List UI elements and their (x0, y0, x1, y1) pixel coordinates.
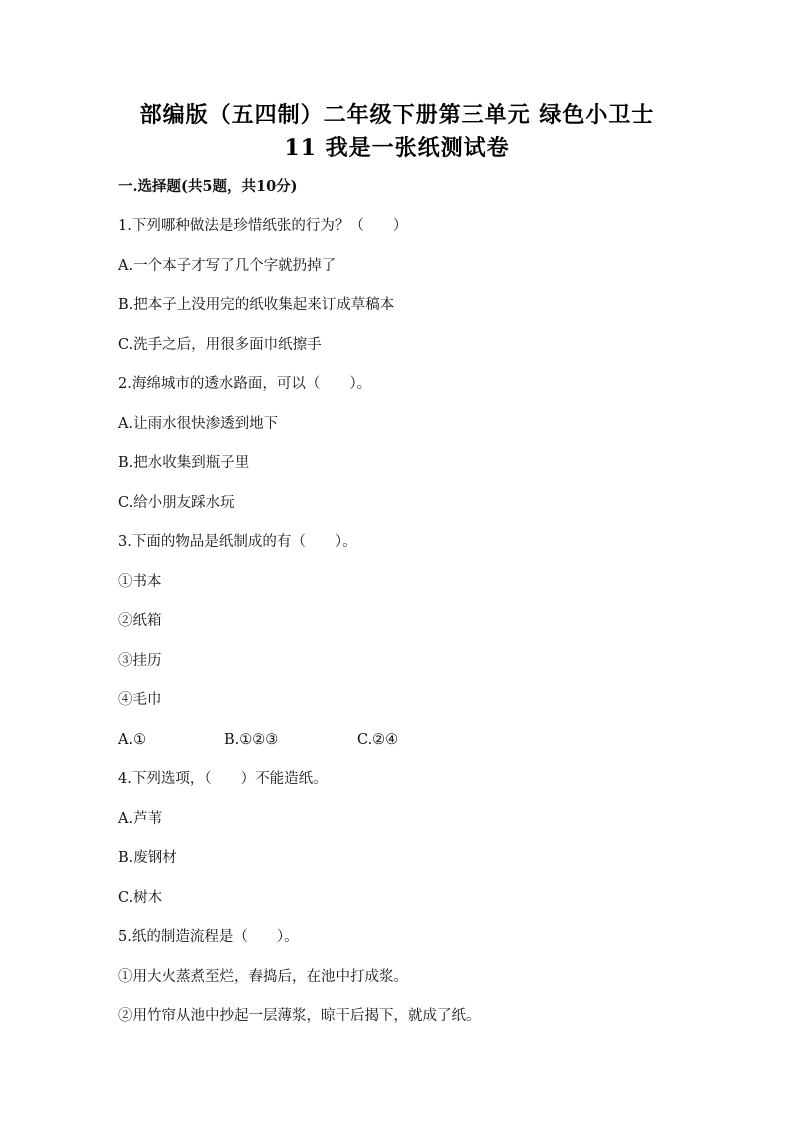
q3-item-2: ②纸箱 (118, 613, 162, 629)
q4-option-b: B.废钢材 (118, 850, 177, 866)
q1-option-a: A.一个本子才写了几个字就扔掉了 (118, 258, 337, 274)
q3-item-1: ①书本 (118, 574, 162, 590)
exam-title-line2: 11 我是一张纸测试卷 (284, 135, 510, 161)
q1-option-c: C.洗手之后，用很多面巾纸擦手 (118, 337, 322, 353)
q4-option-a: A.芦苇 (118, 811, 163, 827)
exam-title-line1: 部编版（五四制）二年级下册第三单元 绿色小卫士 (139, 102, 655, 128)
q3-item-3: ③挂历 (118, 653, 162, 669)
q1-option-b: B.把本子上没用完的纸收集起来订成草稿本 (118, 297, 395, 313)
q2-option-c: C.给小朋友踩水玩 (118, 495, 235, 511)
q5-step-2: ②用竹帘从池中抄起一层薄浆，晾干后揭下，就成了纸。 (118, 1008, 481, 1024)
question-1: 1.下列哪种做法是珍惜纸张的行为？（ ） (118, 218, 408, 234)
q2-option-a: A.让雨水很快渗透到地下 (118, 416, 279, 432)
q3-option-a: A.① (118, 732, 147, 748)
question-4: 4.下列选项，（ ）不能造纸。 (118, 771, 328, 787)
q3-option-b: B.①②③ (224, 732, 279, 748)
q3-item-4: ④毛巾 (118, 692, 162, 708)
question-2: 2.海绵城市的透水路面，可以（ ）。 (118, 376, 372, 392)
question-5: 5.纸的制造流程是（ ）。 (118, 929, 299, 945)
q3-option-c: C.②④ (357, 732, 399, 748)
question-3: 3.下面的物品是纸制成的有（ ）。 (118, 534, 357, 550)
q4-option-c: C.树木 (118, 890, 163, 906)
q2-option-b: B.把水收集到瓶子里 (118, 455, 250, 471)
section-heading: 一.选择题(共5题，共10分) (118, 178, 298, 195)
q5-step-1: ①用大火蒸煮至烂，舂捣后，在池中打成浆。 (118, 969, 408, 985)
